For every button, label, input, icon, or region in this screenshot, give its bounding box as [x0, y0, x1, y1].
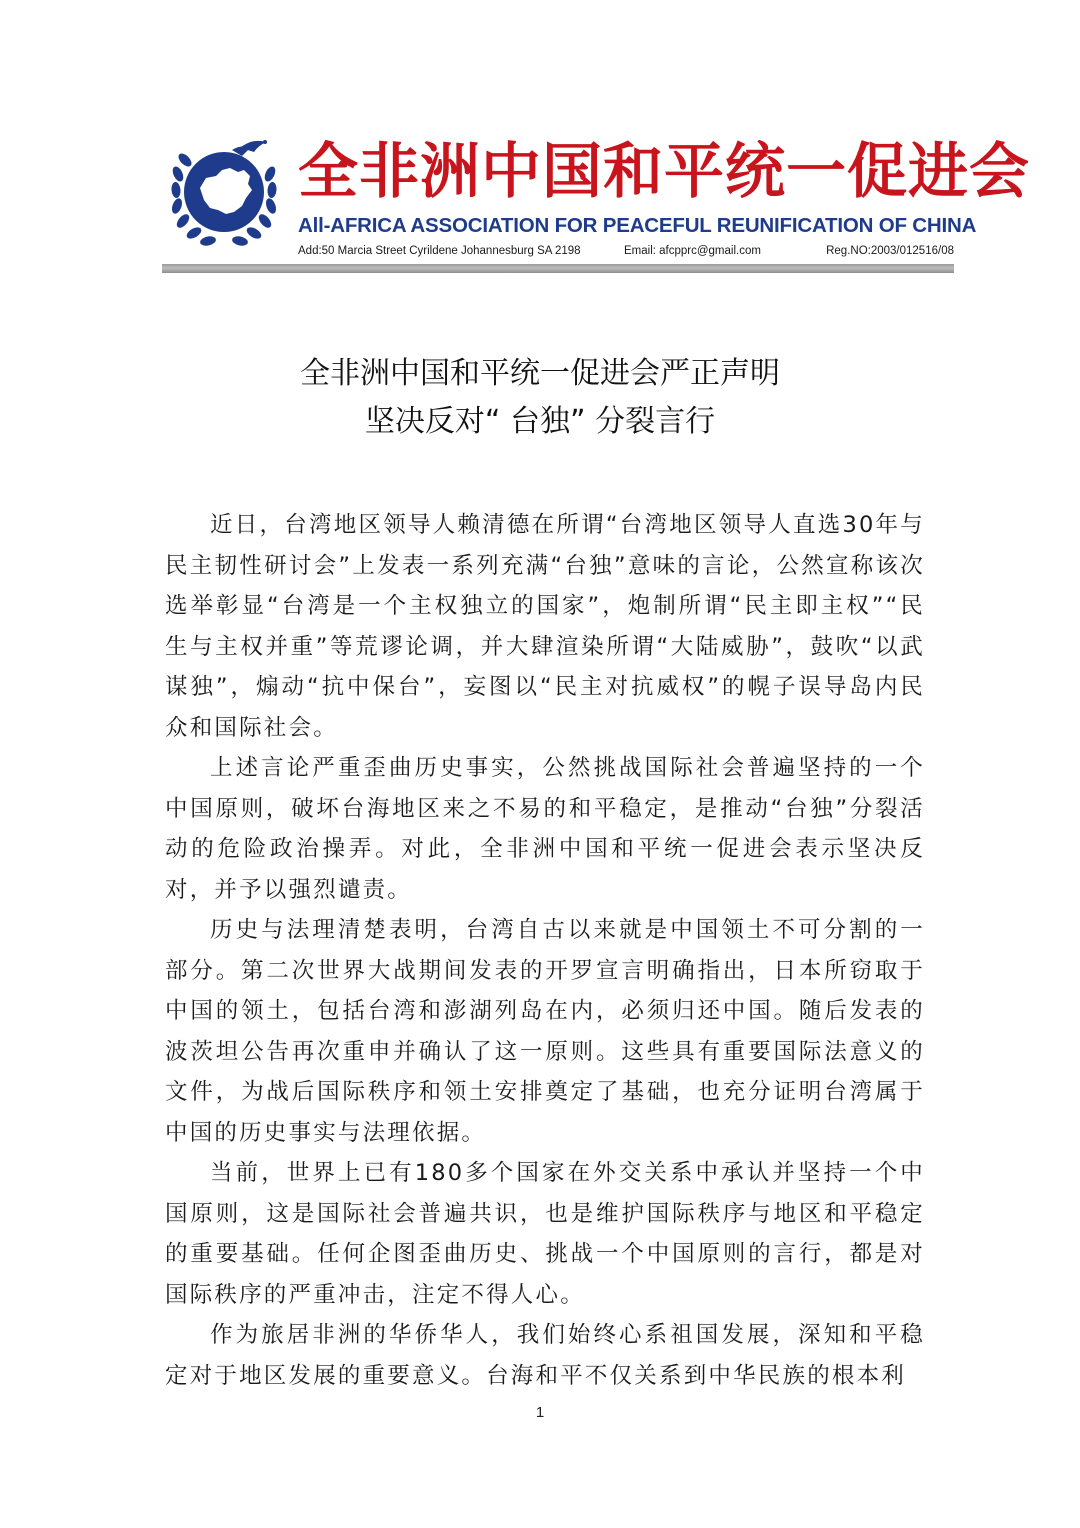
emblem-logo	[162, 128, 286, 252]
registration-number: Reg.NO:2003/012516/08	[826, 245, 954, 257]
title-line-2: 坚决反对“ 台独” 分裂言行	[364, 404, 716, 439]
title-line-1: 全非洲中国和平统一促进会严正声明	[300, 356, 780, 391]
document-title	[162, 350, 918, 446]
paragraph: 历史与法理清楚表明，台湾自古以来就是中国领土不可分割的一部分。第二次世界大战期间发表的开罗宣言明确指出，日本所窃取于中国的领土，包括台湾和澎湖列岛在内，必须归还中国。随后发表的波茨坦公告再次重申并确认了这一原则。这些具有重要国际法意义的文件，为战后国际秩序和领土安排奠定了基础，也充分证明台湾属于中国的历史事实与法理依据。	[165, 917, 925, 1146]
paragraph: 上述言论严重歪曲历史事实，公然挑战国际社会普遍坚持的一个中国原则，破坏台海地区来之不易的和平稳定，是推动“台独”分裂活动的危险政治操弄。对此，全非洲中国和平统一促进会表示坚决反对，并予以强烈谴责。	[165, 755, 925, 903]
paragraph: 当前，世界上已有180多个国家在外交关系中承认并坚持一个中国原则，这是国际社会普遍共识，也是维护国际秩序与地区和平稳定的重要基础。任何企图歪曲历史、挑战一个中国原则的言行，都是对国际秩序的严重冲击，注定不得人心。	[165, 1160, 925, 1308]
address: Add:50 Marcia Street Cyrildene Johannesburg SA 2198	[298, 245, 581, 257]
letterhead	[162, 128, 1030, 274]
email: Email: afcpprc@gmail.com	[624, 245, 761, 257]
document-body	[165, 505, 925, 1396]
letterhead-divider	[162, 264, 954, 273]
paragraph: 作为旅居非洲的华侨华人，我们始终心系祖国发展，深知和平稳定对于地区发展的重要意义。台海和平不仅关系到中华民族的根本利	[165, 1322, 925, 1389]
paragraph: 近日，台湾地区领导人赖清德在所谓“台湾地区领导人直选30年与民主韧性研讨会”上发表一系列充满“台独”意味的言论，公然宣称该次选举彰显“台湾是一个主权独立的国家”，炮制所谓“民主即主权”“民生与主权并重”等荒谬论调，并大肆渲染所谓“大陆威胁”，鼓吹“以武谋独”，煽动“抗中保台”，妄图以“民主对抗威权”的幌子误导岛内民众和国际社会。	[165, 512, 925, 741]
org-name-chinese: 全非洲中国和平统一促进会	[298, 137, 1030, 207]
org-name-english: All-AFRICA ASSOCIATION FOR PEACEFUL REUNIFICATION OF CHINA	[298, 214, 977, 237]
page-number: 1	[535, 1404, 545, 1421]
